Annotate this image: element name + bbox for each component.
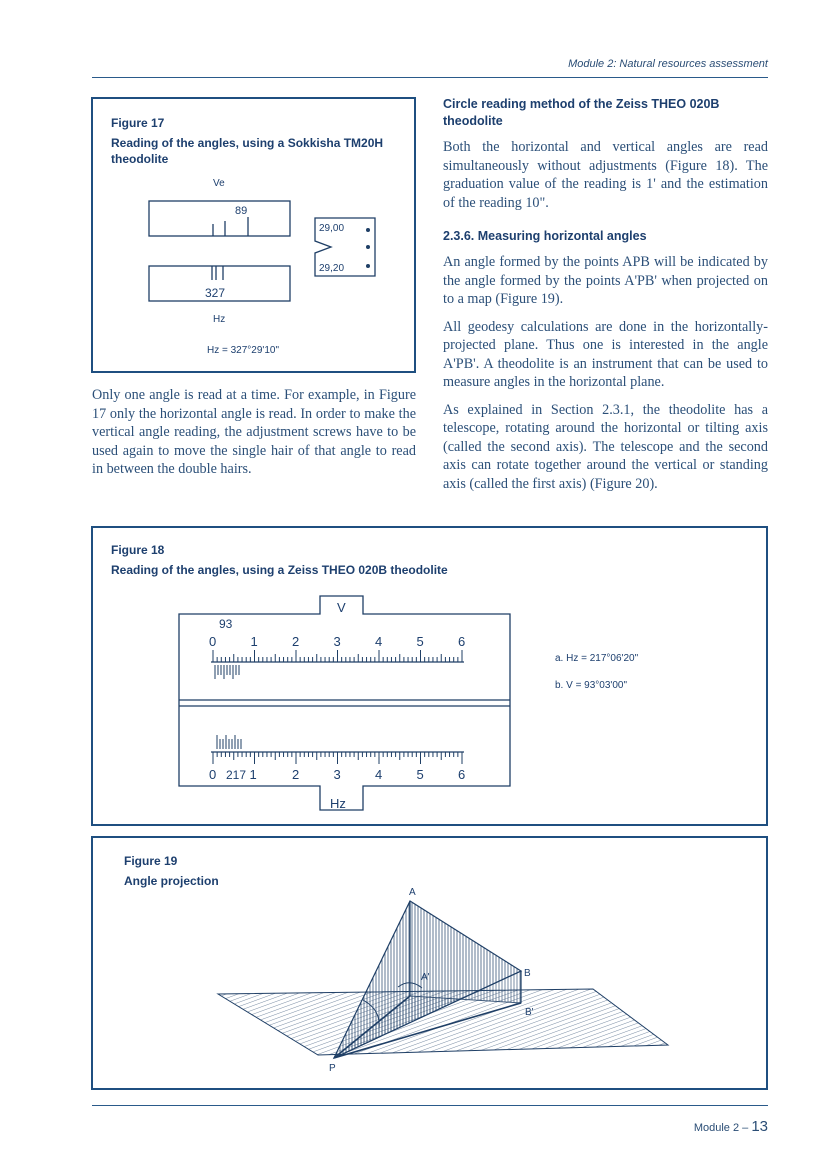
left-column-paragraph: Only one angle is read at a time. For example, in Figure 17 only the horizontal angle is read. In order to make the vertical angle reading, the adjustment screws have to be used again to move the single hair of that angle to read in between the double hairs. (92, 387, 416, 477)
figure-18-diagram (93, 528, 766, 824)
fig17-hz-label: Hz (213, 314, 226, 325)
fig18-hz-scale-labels (209, 767, 465, 782)
fig18-v-scale-ticks (211, 650, 464, 679)
figure-18-label: Figure 18 (111, 543, 165, 557)
fig19-point-p: P (329, 1063, 336, 1074)
fig18-hz-scale-label: 5 (416, 767, 424, 782)
page-footer (694, 1118, 768, 1135)
figure-19-caption: Angle projection (124, 874, 219, 888)
fig19-point-a: A (409, 887, 416, 898)
fig18-v-scale-label: 1 (250, 634, 258, 649)
figure-17-label: Figure 17 (111, 116, 165, 130)
fig18-v-scale-label: 2 (292, 634, 300, 649)
fig18-hz-scale-label: 1 (249, 767, 257, 782)
fig17-micro-bottom: 29,20 (319, 263, 345, 274)
running-header: Module 2: Natural resources assessment (568, 58, 768, 70)
figure-19-label: Figure 19 (124, 854, 178, 868)
fig18-hz-scale-label: 0 (209, 767, 217, 782)
section-heading-horizontal-angles: 2.3.6. Measuring horizontal angles (443, 229, 647, 243)
fig19-point-b-proj: B' (525, 1007, 534, 1018)
fig17-reading: Hz = 327°29'10" (207, 345, 280, 356)
figure-17-box (91, 97, 416, 373)
section-heading-zeiss: Circle reading method of the Zeiss THEO 020B theodolite (443, 97, 720, 128)
footer-rule (92, 1105, 768, 1106)
paragraph-theodolite-axes: As explained in Section 2.3.1, the theodolite has a telescope, rotating around the horizontal or tilting axis (called the second axis). The telescope and the second axis can rotate together around the vertical or standing axis (called the first axis) (Figure 20). (443, 401, 768, 492)
fig18-v-scale-label: 0 (209, 634, 217, 649)
paragraph-geodesy: All geodesy calculations are done in the horizontally-projected plane. Thus one is interested in the angle A'PB'. A theodolite is an instrument that can be used to measure angles in the horizontal plane. (443, 318, 768, 390)
fig17-ve-value: 89 (235, 205, 248, 217)
fig18-reading-b: b. V = 93°03'00" (555, 680, 628, 691)
fig18-v-scale-label: 5 (416, 634, 424, 649)
figure-19-diagram (93, 838, 766, 1088)
fig18-v-scale-label: 3 (333, 634, 341, 649)
fig17-ve-scale (149, 201, 290, 236)
fig18-reading-a: a. Hz = 217°06'20" (555, 653, 639, 664)
header-rule (92, 77, 768, 78)
fig18-hz-scale-ticks (211, 735, 464, 764)
figure-18-caption: Reading of the angles, using a Zeiss THEO 020B theodolite (111, 563, 448, 577)
figure-17-diagram (93, 169, 414, 369)
figure-19-box (91, 836, 768, 1090)
fig18-v-value: 93 (219, 617, 233, 631)
fig18-v-scale-label: 6 (458, 634, 466, 649)
fig18-hz-label: Hz (330, 796, 346, 811)
fig18-hz-scale-label: 3 (333, 767, 341, 782)
fig18-hz-scale-label: 6 (458, 767, 466, 782)
right-column (443, 96, 768, 502)
figure-18-box (91, 526, 768, 826)
paragraph-apb: An angle formed by the points APB will be indicated by the angle formed by the points A'PB' when projected on to a map (Figure 19). (443, 254, 768, 307)
fig19-point-b: B (524, 968, 531, 979)
fig18-hz-scale-label: 2 (292, 767, 300, 782)
fig18-hz-scale-label: 4 (375, 767, 383, 782)
fig17-hz-value: 327 (205, 286, 226, 300)
figure-17-caption: Reading of the angles, using a Sokkisha TM20H theodolite (111, 136, 384, 166)
fig17-ve-label: Ve (213, 178, 225, 189)
fig18-hz-value: 217 (226, 768, 247, 782)
page-number: 13 (751, 1118, 768, 1135)
fig18-v-label: V (337, 600, 346, 615)
paragraph-zeiss: Both the horizontal and vertical angles are read simultaneously without adjustments (Figure 18). The graduation value of the reading is 1' and the estimation of the reading 10". (443, 139, 768, 211)
fig18-v-scale-labels (209, 634, 465, 649)
fig17-micro-top: 29,00 (319, 223, 345, 234)
fig19-point-a-proj: A' (421, 972, 430, 983)
footer-module: Module 2 – (693, 1122, 752, 1134)
fig18-v-scale-label: 4 (375, 634, 383, 649)
